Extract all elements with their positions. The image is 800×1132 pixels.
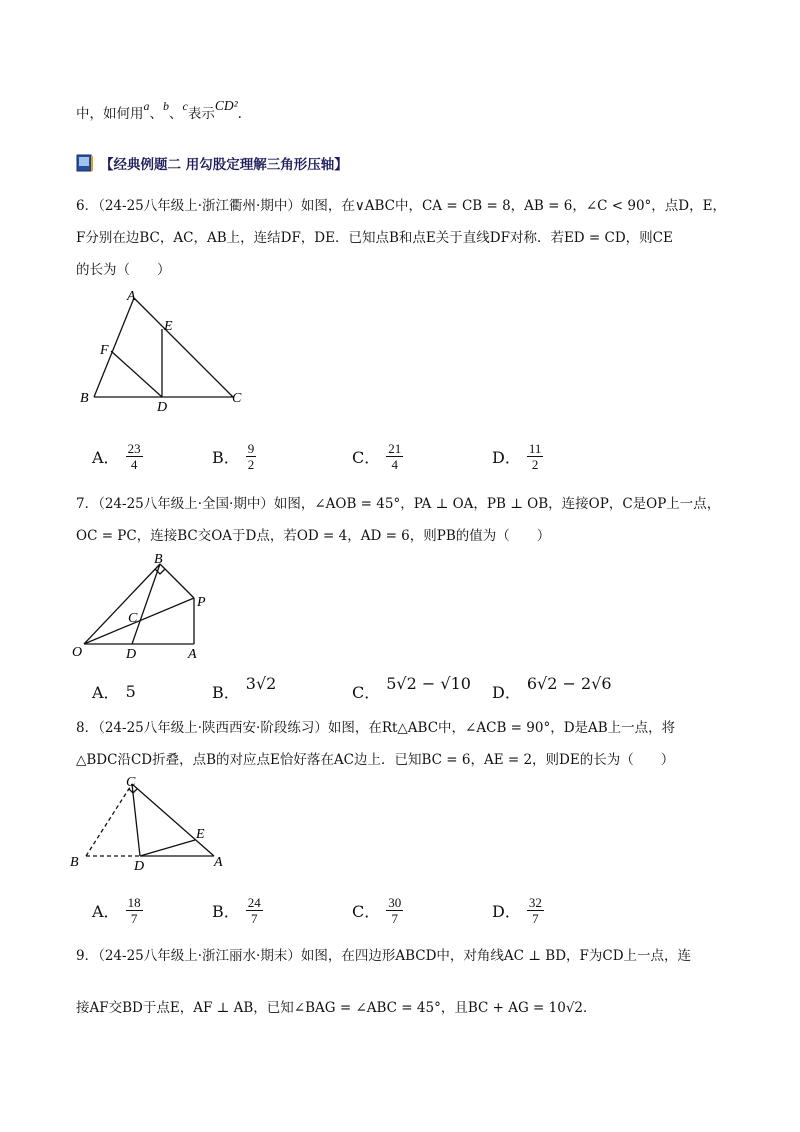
- option-letter: C．: [352, 683, 381, 702]
- q8-segment-de: [140, 840, 195, 856]
- q7-segment-bd: [132, 564, 160, 644]
- option-letter: A．: [92, 902, 120, 921]
- q6-label-d: D: [157, 400, 168, 414]
- q6-option-b[interactable]: [212, 441, 256, 472]
- option-letter: B．: [212, 448, 240, 467]
- q6-line1: 6．（24-25八年级上·浙江衢州·期中）如图，在∨ABC中，CA = CB = 8，AB = 6，∠C < 90°，点D，E，: [76, 198, 726, 214]
- var-b: b: [163, 99, 169, 113]
- fraction: [386, 441, 403, 472]
- q7-label-o: O: [72, 645, 83, 660]
- q7-option-d[interactable]: [492, 672, 612, 702]
- q7-label-c: C: [128, 611, 138, 626]
- q8-option-a[interactable]: [92, 895, 143, 926]
- sep: 、: [149, 106, 163, 122]
- denominator: 2: [247, 457, 255, 472]
- intro-line: [76, 98, 242, 124]
- book-icon: [76, 153, 94, 173]
- q8-option-c[interactable]: [352, 895, 403, 926]
- q6-option-d[interactable]: [492, 441, 543, 472]
- q6-label-c: C: [232, 391, 242, 406]
- q6-option-a[interactable]: [92, 441, 143, 472]
- fraction: [527, 895, 544, 926]
- q6-label-b: B: [80, 391, 89, 406]
- q6-side-ac: [134, 298, 233, 397]
- section-title-text: 【经典例题二 用勾股定理解三角形压轴】: [100, 157, 348, 173]
- numerator: 24: [247, 895, 261, 910]
- q8-label-e: E: [196, 827, 205, 842]
- q8-line1: 8．（24-25八年级上·陕西西安·阶段练习）如图，在Rt△ABC中，∠ACB = 90°，D是AB上一点，将: [76, 720, 676, 736]
- section-title: [76, 150, 348, 176]
- q6-option-c[interactable]: [352, 441, 403, 472]
- numerator: 21: [388, 441, 402, 456]
- q8-option-b[interactable]: [212, 895, 263, 926]
- q6-line3: 的长为（ ）: [76, 262, 171, 278]
- option-letter: A．: [92, 683, 120, 702]
- fraction: [246, 895, 263, 926]
- option-value: 5√2 − √10: [386, 674, 471, 693]
- fraction: [126, 441, 143, 472]
- q7-option-a[interactable]: [92, 680, 136, 703]
- q8-option-d[interactable]: [492, 895, 544, 926]
- q9-line1: 9．（24-25八年级上·浙江丽水·期末）如图，在四边形ABCD中，对角线AC ⊥ BD，F为CD上一点，连: [76, 948, 692, 964]
- q7-segment-ob: [84, 564, 160, 644]
- denominator: 4: [391, 457, 398, 472]
- sep: 、: [169, 106, 183, 122]
- q6-line2: F分别在边BC，AC，AB上，连结DF，DE．已知点B和点E关于直线DF对称．若ED = CD，则CE: [76, 230, 673, 246]
- q9-line2: 接AF交BD于点E，AF ⊥ AB，已知∠BAG = ∠ABC = 45°，且BC + AG = 10√2．: [76, 1000, 597, 1016]
- option-letter: C．: [352, 902, 381, 921]
- option-letter: A．: [92, 448, 120, 467]
- q7-label-a: A: [188, 647, 197, 662]
- intro-text: 中，如何用: [76, 106, 144, 122]
- q7-line2: OC = PC，连接BC交OA于D点，若OD = 4，AD = 6，则PB的值为（ ）: [76, 528, 551, 544]
- fraction: [527, 441, 544, 472]
- denominator: 7: [391, 911, 398, 926]
- option-letter: D．: [492, 902, 521, 921]
- q7-figure: [66, 550, 226, 665]
- q8-figure: [66, 774, 236, 874]
- q7-segment-bp: [160, 564, 194, 598]
- option-letter: B．: [212, 683, 240, 702]
- var-c: c: [182, 99, 188, 113]
- denominator: 7: [130, 911, 138, 926]
- option-letter: B．: [212, 902, 240, 921]
- numerator: 32: [528, 895, 542, 910]
- q6-label-f: F: [100, 343, 109, 358]
- numerator: 9: [247, 441, 255, 456]
- q7-label-p: P: [197, 595, 206, 610]
- option-value: 3√2: [245, 674, 277, 693]
- fraction: [126, 895, 143, 926]
- fraction: [386, 895, 403, 926]
- option-value: 5: [125, 682, 136, 701]
- q7-option-c[interactable]: [352, 672, 471, 702]
- q7-label-b: B: [154, 552, 163, 567]
- q8-line2: △BDC沿CD折叠，点B的对应点E恰好落在AC边上．已知BC = 6，AE = 2，则DE的长为（ ）: [76, 752, 675, 768]
- fraction: [246, 441, 257, 472]
- numerator: 11: [528, 441, 542, 456]
- q8-label-a: A: [214, 855, 223, 870]
- q6-figure: [76, 284, 256, 414]
- var-a: a: [143, 99, 150, 113]
- q8-label-c: C: [126, 775, 136, 790]
- numerator: 30: [388, 895, 402, 910]
- q7-label-d: D: [126, 647, 137, 662]
- denominator: 2: [531, 457, 539, 472]
- period: .: [237, 106, 242, 122]
- q7-line1: 7．（24-25八年级上·全国·期中）如图，∠AOB = 45°，PA ⊥ OA，PB ⊥ OB，连接OP，C是OP上一点，: [76, 496, 721, 512]
- intro-text-2: 表示: [187, 106, 215, 122]
- option-letter: D．: [492, 448, 521, 467]
- option-value: 6√2 − 2√6: [526, 674, 612, 693]
- q6-segment-df: [111, 351, 162, 397]
- numerator: 23: [127, 441, 141, 456]
- denominator: 7: [532, 911, 539, 926]
- q7-segment-op: [84, 598, 194, 644]
- cd-squared: CD²: [214, 98, 238, 113]
- q8-segment-bc: [86, 784, 132, 856]
- q7-option-b[interactable]: [212, 672, 277, 702]
- denominator: 7: [251, 911, 258, 926]
- numerator: 18: [127, 895, 141, 910]
- q8-segment-ca: [132, 784, 214, 856]
- option-letter: C．: [352, 448, 381, 467]
- q6-label-a: A: [127, 289, 136, 304]
- q8-label-d: D: [134, 859, 145, 874]
- option-letter: D．: [492, 683, 521, 702]
- q8-label-b: B: [70, 855, 79, 870]
- q8-segment-cd: [132, 784, 140, 856]
- q6-label-e: E: [164, 319, 173, 334]
- denominator: 4: [130, 457, 138, 472]
